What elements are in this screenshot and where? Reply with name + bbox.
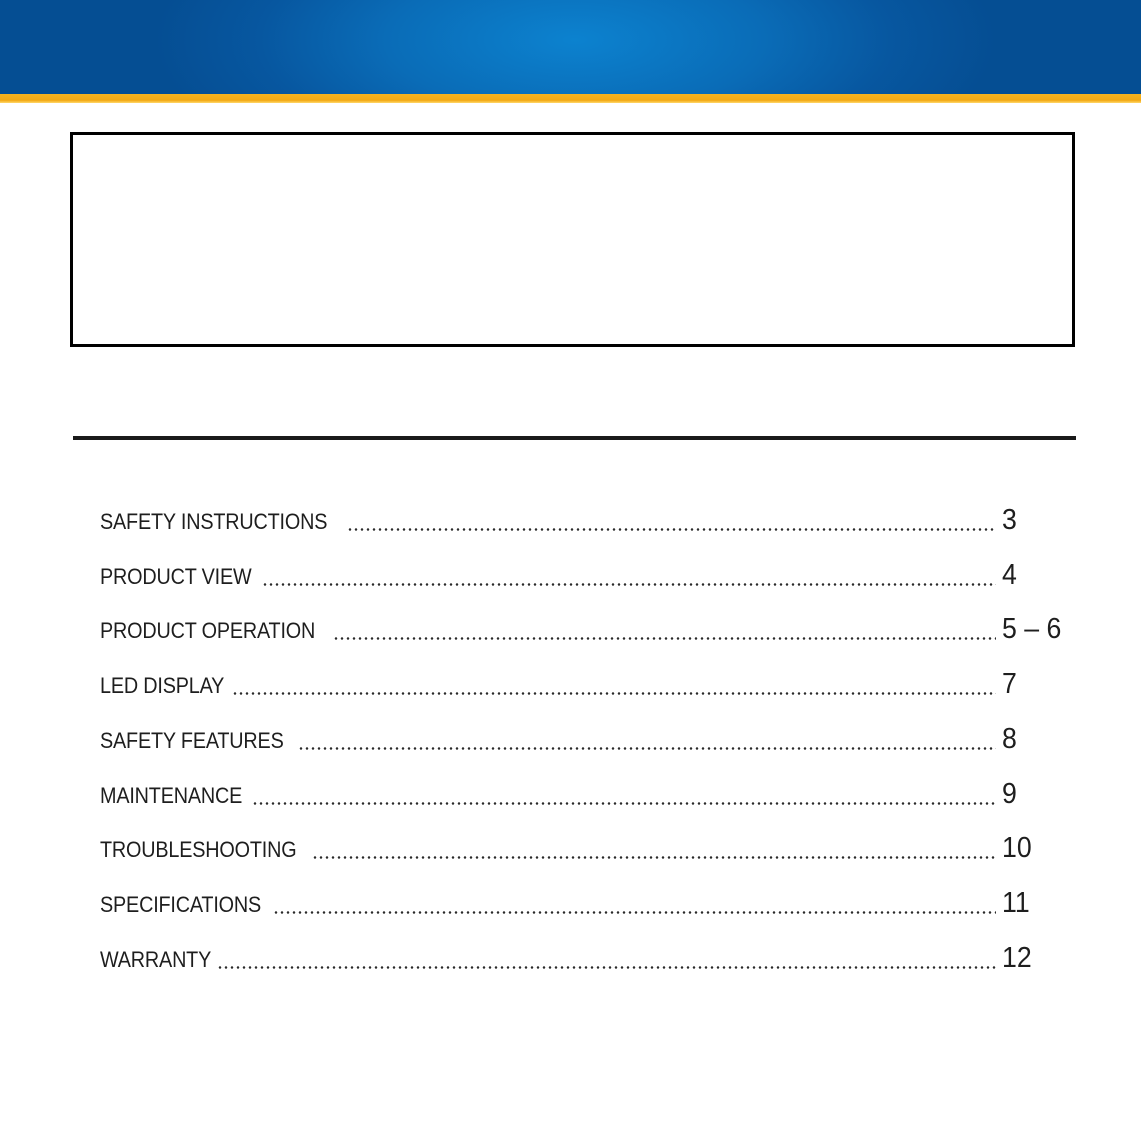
toc-entry-label: PRODUCT OPERATION [100, 618, 316, 644]
toc-entry-troubleshooting[interactable] [100, 817, 1080, 872]
toc-entry-product-view[interactable] [100, 543, 1080, 598]
toc-entry-page: 5 – 6 [1002, 613, 1062, 646]
toc-entry-product-operation[interactable] [100, 598, 1080, 653]
toc-entry-page: 3 [1002, 503, 1017, 536]
toc-entry-safety-features[interactable] [100, 707, 1080, 762]
dot-leader [217, 966, 996, 969]
toc-entry-label: SAFETY FEATURES [100, 727, 284, 753]
toc-entry-maintenance[interactable] [100, 762, 1080, 817]
toc-entry-label: WARRANTY [100, 946, 212, 972]
header-accent-stripe [0, 94, 1141, 103]
toc-entry-warranty[interactable] [100, 926, 1080, 981]
toc-entry-label: MAINTENANCE [100, 782, 243, 808]
toc-entry-label: TROUBLESHOOTING [100, 837, 297, 863]
dot-leader [312, 856, 996, 859]
title-box [70, 132, 1075, 347]
toc-entry-page: 7 [1002, 668, 1017, 700]
toc-entry-page: 4 [1002, 558, 1017, 591]
section-divider [73, 436, 1076, 440]
dot-leader [347, 528, 997, 531]
toc-entry-led-display[interactable] [100, 652, 1080, 707]
toc-entry-label: SAFETY INSTRUCTIONS [100, 508, 328, 534]
table-of-contents [100, 488, 1080, 981]
dot-leader [232, 692, 996, 695]
dot-leader [252, 802, 996, 805]
header-banner [0, 0, 1141, 94]
toc-entry-page: 8 [1002, 722, 1017, 755]
toc-entry-specifications[interactable] [100, 871, 1080, 926]
dot-leader [273, 911, 996, 914]
dot-leader [333, 637, 996, 640]
toc-entry-label: LED DISPLAY [100, 673, 225, 698]
dot-leader [298, 747, 996, 750]
toc-entry-page: 9 [1002, 777, 1017, 810]
toc-entry-page: 12 [1002, 941, 1032, 974]
toc-entry-page: 10 [1002, 832, 1032, 865]
toc-entry-label: PRODUCT VIEW [100, 563, 252, 589]
toc-entry-page: 11 [1002, 887, 1030, 919]
dot-leader [262, 583, 996, 586]
toc-entry-safety-instructions[interactable] [100, 488, 1080, 543]
toc-entry-label: SPECIFICATIONS [100, 892, 262, 917]
